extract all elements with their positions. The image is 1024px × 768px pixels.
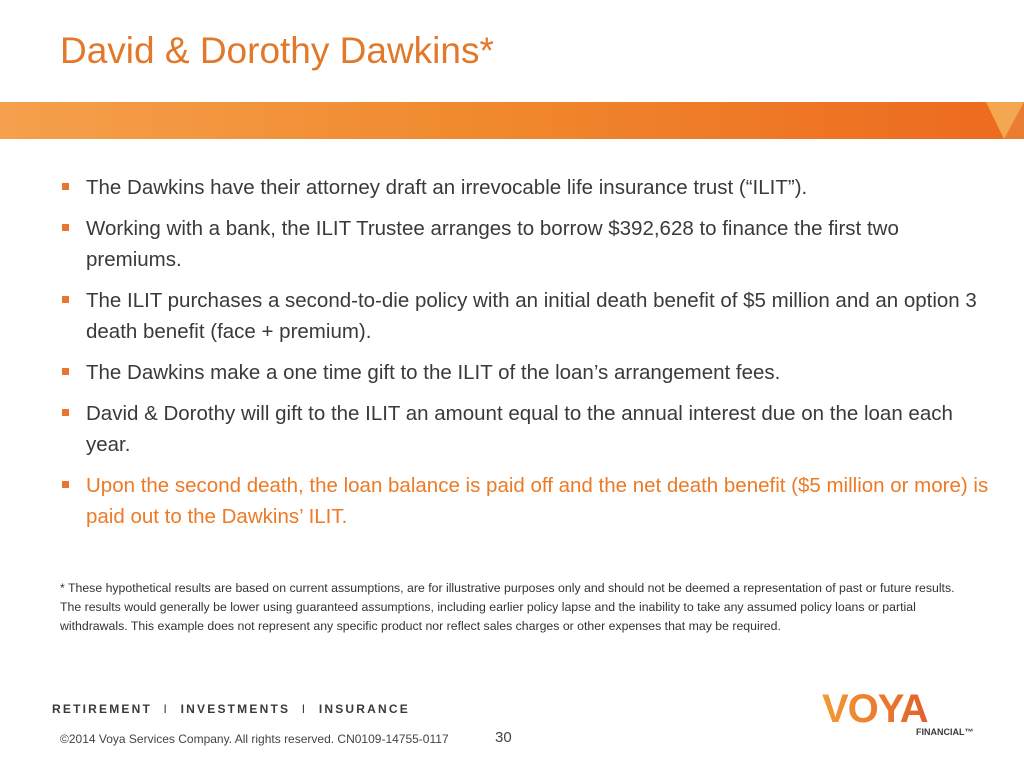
copyright-notice: ©2014 Voya Services Company. All rights reserved. CN0109-14755-0117 (60, 732, 449, 746)
tagline-insurance: INSURANCE (318, 702, 410, 716)
bullet-text: The Dawkins make a one time gift to the ILIT of the loan’s arrangement fees. (86, 361, 781, 384)
bullet-text: The ILIT purchases a second-to-die policy with an initial death benefit of $5 million and an option 3 death benefit (face + premium). (86, 289, 977, 343)
bullet-item (60, 357, 990, 388)
bullet-marker-icon (62, 296, 69, 303)
bullet-marker-icon (62, 409, 69, 416)
bullet-item (60, 172, 990, 203)
voya-logo (822, 688, 982, 740)
logo-subtext: FINANCIAL™ (916, 727, 974, 737)
bullet-item (60, 285, 990, 347)
bullet-marker-icon (62, 224, 69, 231)
bullet-text: David & Dorothy will gift to the ILIT an amount equal to the annual interest due on the loan each year. (86, 402, 953, 456)
slide-title: David & Dorothy Dawkins* (60, 30, 494, 71)
footer-tagline (52, 702, 410, 716)
tagline-investments: INVESTMENTS (180, 702, 291, 716)
bullet-item (60, 398, 990, 460)
bullet-marker-icon (62, 368, 69, 375)
bullet-text: The Dawkins have their attorney draft an irrevocable life insurance trust (“ILIT”). (86, 176, 808, 199)
page-number: 30 (495, 729, 512, 746)
bullet-item (60, 470, 990, 532)
bullet-list (60, 172, 990, 542)
bullet-text: Upon the second death, the loan balance is paid off and the net death benefit ($5 million or more) is paid out to the Dawkins’ ILIT. (86, 474, 989, 528)
tagline-separator: I (163, 702, 170, 716)
bullet-item (60, 213, 990, 275)
header-band (0, 102, 1024, 139)
bullet-marker-icon (62, 481, 69, 488)
tagline-retirement: RETIREMENT (52, 702, 152, 716)
bullet-text: Working with a bank, the ILIT Trustee arranges to borrow $392,628 to finance the first two premiums. (86, 217, 899, 271)
band-chevron-decoration (964, 102, 1024, 139)
logo-wordmark: VOYA (822, 688, 928, 731)
bullet-marker-icon (62, 183, 69, 190)
disclaimer-text: * These hypothetical results are based on current assumptions, are for illustrative purposes only and should not be deemed a representation of past or future results. The results would generally be lower using guaranteed assumptions, including earlier policy lapse and the inability to take any assumed policy loans or partial withdrawals. This example does not represent any specific product nor reflect sales charges or other expenses that may be required. (60, 581, 955, 633)
tagline-separator: I (301, 702, 308, 716)
